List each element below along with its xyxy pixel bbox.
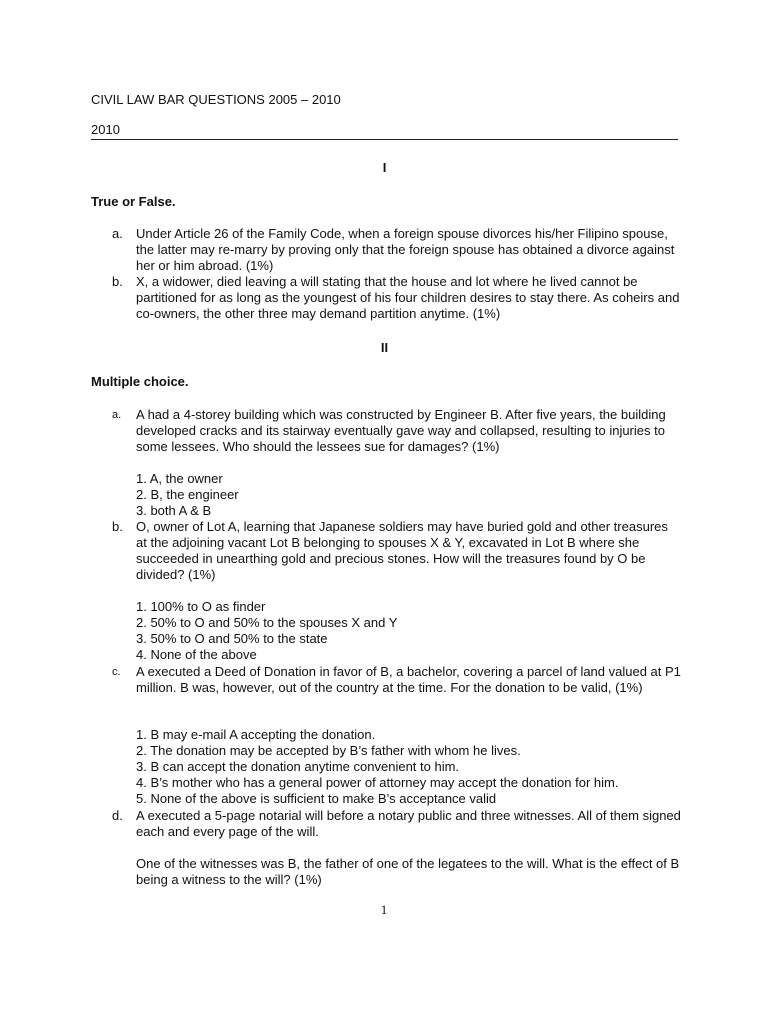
answer-option: 1. B may e-mail A accepting the donation. xyxy=(136,727,376,742)
divider-rule xyxy=(91,139,678,140)
question-text: A executed a Deed of Donation in favor of B, a bachelor, covering a parcel of land valued at P1 million. B was, however, out of the country at the time. For the donation to be valid, (1%) xyxy=(136,664,681,695)
answer-options xyxy=(136,471,682,519)
answer-option: 3. B can accept the donation anytime convenient to him. xyxy=(136,759,460,774)
question-text: O, owner of Lot A, learning that Japanese soldiers may have buried gold and other treasures at the adjoining vacant Lot B belonging to spouses X & Y, excavated in Lot B where she succeeded in unearthing gold and precious stones. How will the treasures found by O be divided? (1%) xyxy=(136,519,668,582)
question-text: Under Article 26 of the Family Code, when a foreign spouse divorces his/her Filipino spouse, the latter may re-marry by proving only that the foreign spouse has obtained a divorce against her or him abroad. (1%) xyxy=(136,226,675,273)
question-text: A had a 4-storey building which was constructed by Engineer B. After five years, the building developed cracks and its stairway eventually gave way and collapsed, resulting to injuries to some lessees. Who should the lessees sue for damages? (1%) xyxy=(136,407,666,454)
answer-option: 2. 50% to O and 50% to the spouses X and Y xyxy=(136,615,398,630)
answer-options xyxy=(136,599,682,663)
answer-options xyxy=(136,727,682,807)
page-number: 1 xyxy=(380,902,388,917)
section-numeral-1: I xyxy=(382,160,387,175)
item-marker: d. xyxy=(112,808,123,823)
document-title: CIVIL LAW BAR QUESTIONS 2005 – 2010 xyxy=(91,92,341,107)
answer-option: 1. 100% to O as finder xyxy=(136,599,266,614)
question-continuation: One of the witnesses was B, the father of one of the legatees to the will. What is the effect of B being a witness to the will? (1%) xyxy=(136,856,680,887)
question-text: A executed a 5-page notarial will before a notary public and three witnesses. All of them signed each and every page of the will. xyxy=(136,808,681,839)
item-marker: a. xyxy=(112,409,122,421)
question-text: X, a widower, died leaving a will stating that the house and lot where he lived cannot be partitioned for as long as the youngest of his four children desires to stay there. As coheirs and co-owners, the other three may demand partition anytime. (1%) xyxy=(136,274,680,321)
section-numeral-2: II xyxy=(380,340,389,355)
answer-option: 3. 50% to O and 50% to the state xyxy=(136,631,328,646)
section-year: 2010 xyxy=(91,122,120,137)
answer-option: 3. both A & B xyxy=(136,503,212,518)
answer-option: 2. B, the engineer xyxy=(136,487,239,502)
item-marker: c. xyxy=(112,666,121,678)
section-heading-multiple-choice: Multiple choice. xyxy=(91,374,189,389)
answer-option: 4. B’s mother who has a general power of attorney may accept the donation for him. xyxy=(136,775,619,790)
item-marker: b. xyxy=(112,274,123,289)
item-marker: a. xyxy=(112,226,123,241)
answer-option: 2. The donation may be accepted by B’s father with whom he lives. xyxy=(136,743,521,758)
item-marker: b. xyxy=(112,519,123,534)
answer-option: 1. A, the owner xyxy=(136,471,223,486)
answer-option: 5. None of the above is sufficient to make B’s acceptance valid xyxy=(136,791,497,806)
answer-option: 4. None of the above xyxy=(136,647,257,662)
section-heading-true-false: True or False. xyxy=(91,194,176,209)
